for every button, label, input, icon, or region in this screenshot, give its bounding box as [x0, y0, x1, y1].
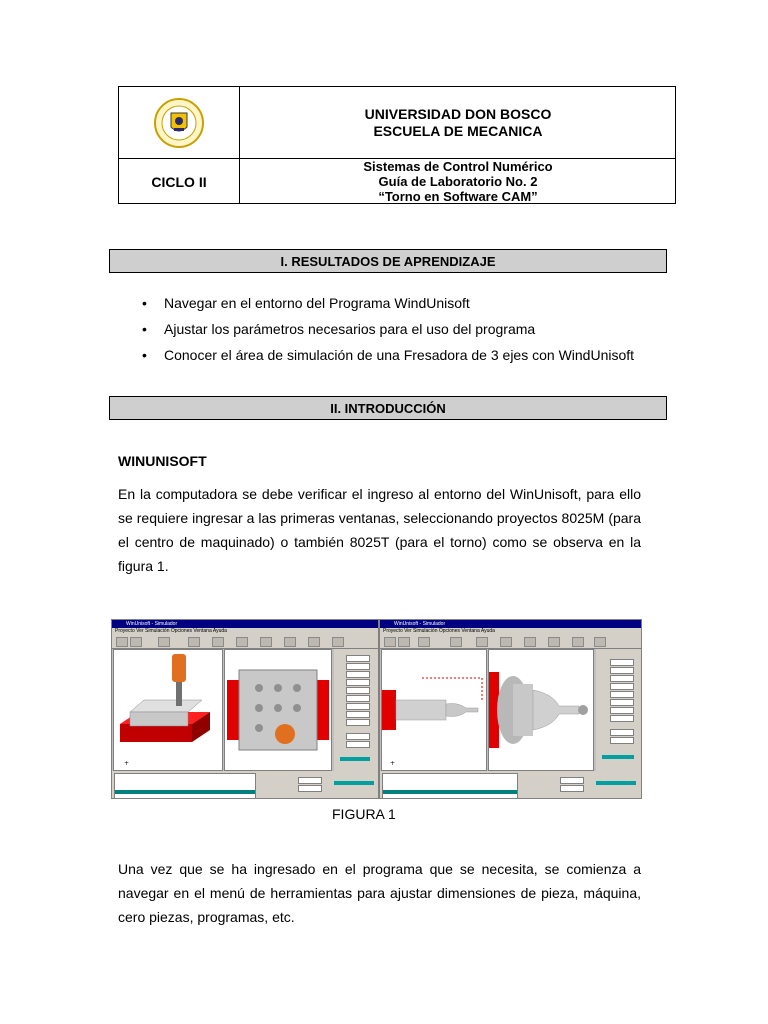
parameters-panel	[334, 649, 379, 771]
navigation-paragraph: Una vez que se ha ingresado en el programa que se necesita, se comienza a navegar en el menú de herramientas para ajustar dimensiones de pieza, máquina, cero piezas, programas, etc.	[118, 861, 641, 925]
simulation-view-3d	[488, 649, 594, 771]
menu-bar: Proyecto Ver Simulación Opciones Ventana Ayuda	[380, 628, 641, 635]
learning-outcomes-list	[142, 290, 634, 368]
toolbar	[112, 635, 378, 649]
window-titlebar: WinUnisoft - Simulador	[112, 620, 378, 628]
guide-title-cell	[240, 159, 676, 204]
figure-caption: FIGURA 1	[332, 806, 396, 822]
school-name: ESCUELA DE MECANICA	[373, 122, 543, 139]
program-status-area	[380, 771, 641, 799]
guide-topic: “Torno en Software CAM”	[378, 189, 538, 204]
toolbar	[380, 635, 641, 649]
figure-screenshot-lathe	[379, 619, 642, 799]
list-item: • Ajustar los parámetros necesarios para el uso del programa	[142, 316, 634, 342]
header-table	[118, 86, 676, 204]
intro-paragraph: En la computadora se debe verificar el ingreso al entorno del WinUnisoft, para ello se requiere ingresar a las primeras ventanas, seleccionando proyectos 8025M (para el centro de maquinado) o también 8025T (para el torno) como se observa en la figura 1.	[118, 486, 641, 574]
list-item: • Conocer el área de simulación de una Fresadora de 3 ejes con WindUnisoft	[142, 342, 634, 368]
institution-title-cell	[240, 87, 676, 158]
university-name: UNIVERSIDAD DON BOSCO	[364, 105, 552, 122]
ciclo-label: CICLO II	[151, 173, 207, 190]
parameters-panel	[596, 649, 642, 771]
subheading-winunisoft: WINUNISOFT	[118, 453, 207, 469]
course-name: Sistemas de Control Numérico	[363, 159, 553, 174]
simulation-view-3d	[113, 649, 223, 771]
section-title-results: I. RESULTADOS DE APRENDIZAJE	[109, 249, 667, 273]
window-titlebar: WinUnisoft - Simulador	[380, 620, 641, 628]
svg-text:+: +	[124, 760, 130, 767]
figure-screenshot-milling	[111, 619, 379, 799]
list-item: • Navegar en el entorno del Programa WindUnisoft	[142, 290, 634, 316]
university-seal-logo	[153, 97, 205, 149]
simulation-view-side	[381, 649, 487, 771]
svg-text:+: +	[390, 760, 396, 767]
logo-cell	[119, 87, 239, 158]
program-status-area	[112, 771, 378, 799]
section-title-introduction: II. INTRODUCCIÓN	[109, 396, 667, 420]
menu-bar: Proyecto Ver Simulación Opciones Ventana Ayuda	[112, 628, 378, 635]
simulation-view-top	[224, 649, 332, 771]
guide-number: Guía de Laboratorio No. 2	[378, 174, 538, 189]
